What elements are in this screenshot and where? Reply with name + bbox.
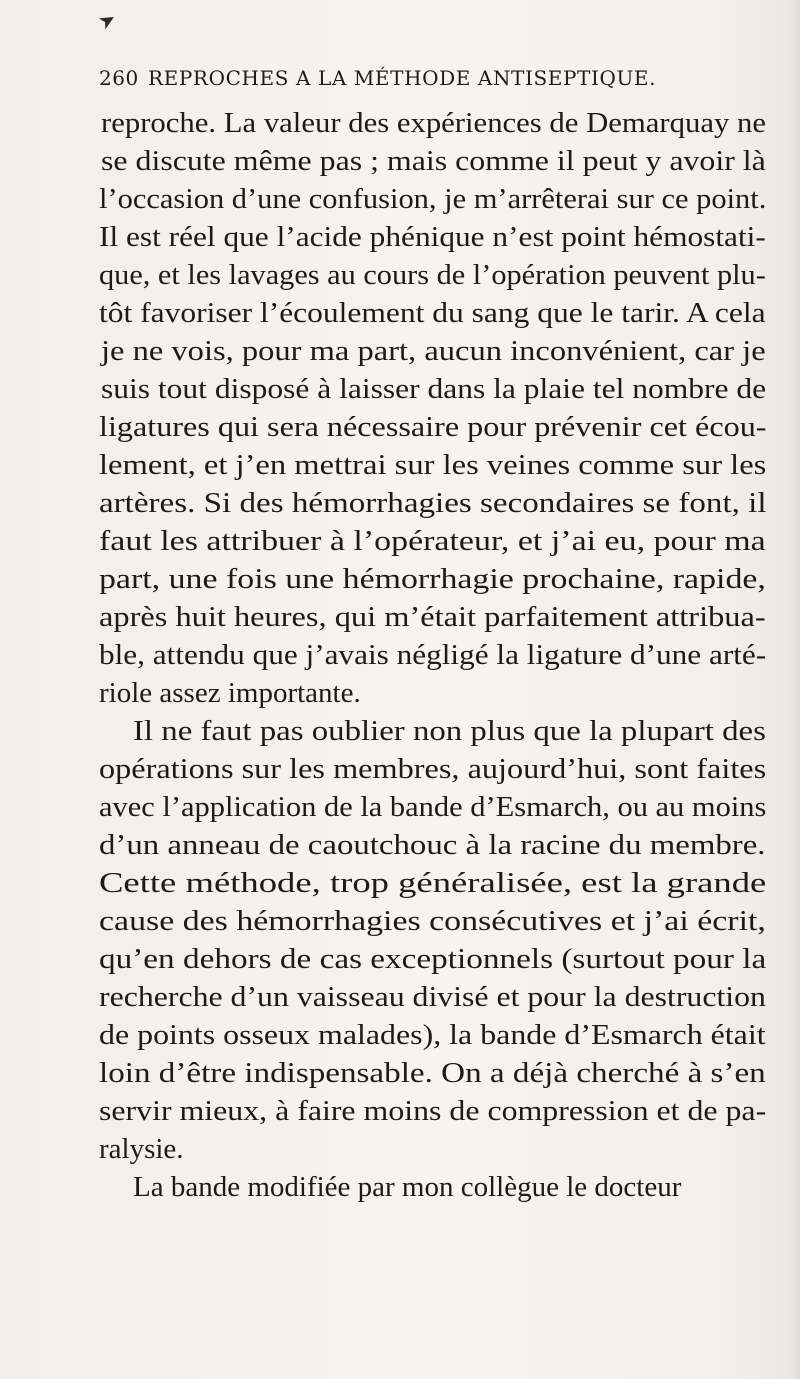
text-line: La bande modifiée par mon collègue le docteur — [133, 1171, 682, 1203]
text-line: de points osseux malades), la bande d’Esmarch était — [99, 1019, 766, 1051]
text-line: cause des hémorrhagies consécutives et j’ai écrit, — [99, 905, 766, 937]
text-line: artères. Si des hémorrhagies secondaires se font, il — [99, 487, 767, 519]
text-line: après huit heures, qui m’était parfaitement attribua- — [99, 601, 766, 633]
text-line: reproche. La valeur des expériences de Demarquay ne — [101, 107, 767, 139]
text-line: recherche d’un vaisseau divisé et pour la destruction — [99, 981, 766, 1013]
text-line: Cette méthode, trop généralisée, est la grande — [99, 867, 767, 899]
text-line: riole assez importante. — [99, 677, 361, 709]
text-line: Il est réel que l’acide phénique n’est point hémostati- — [99, 221, 766, 253]
text-line: avec l’application de la bande d’Esmarch, ou au moins — [99, 791, 767, 823]
text-line: se discute même pas ; mais comme il peut y avoir là — [101, 145, 766, 177]
text-line: lement, et j’en mettrai sur les veines comme sur les — [99, 449, 767, 481]
text-line: part, une fois une hémorrhagie prochaine, rapide, — [99, 563, 766, 595]
text-line: ble, attendu que j’avais négligé la ligature d’une arté- — [99, 639, 767, 671]
corner-mark-icon: ➤ — [94, 7, 121, 35]
text-line: tôt favoriser l’écoulement du sang que le tarir. A cela — [99, 297, 766, 329]
text-line: d’un anneau de caoutchouc à la racine du membre. — [99, 829, 766, 861]
text-line: suis tout disposé à laisser dans la plaie tel nombre de — [101, 373, 767, 405]
text-line: qu’en dehors de cas exceptionnels (surtout pour la — [99, 943, 767, 975]
text-line: opérations sur les membres, aujourd’hui, sont faites — [99, 753, 767, 785]
text-line: Il ne faut pas oublier non plus que la plupart des — [133, 715, 766, 747]
text-line: servir mieux, à faire moins de compression et de pa- — [99, 1095, 767, 1127]
text-line: ralysie. — [99, 1133, 184, 1165]
text-line: ligatures qui sera nécessaire pour prévenir cet écou- — [99, 411, 767, 443]
text-line: je ne vois, pour ma part, aucun inconvénient, car je — [101, 335, 766, 367]
text-line: que, et les lavages au cours de l’opération peuvent plu- — [99, 259, 766, 291]
text-line: loin d’être indispensable. On a déjà cherché à s’en — [99, 1057, 766, 1089]
running-title: REPROCHES A LA MÉTHODE ANTISEPTIQUE. — [148, 66, 657, 90]
page-edge-shadow — [790, 0, 800, 1379]
page-number: 260 — [99, 66, 139, 90]
running-header — [99, 66, 789, 96]
text-line: l’occasion d’une confusion, je m’arrêterai sur ce point. — [99, 183, 767, 215]
text-line: faut les attribuer à l’opérateur, et j’ai eu, pour ma — [99, 525, 766, 557]
